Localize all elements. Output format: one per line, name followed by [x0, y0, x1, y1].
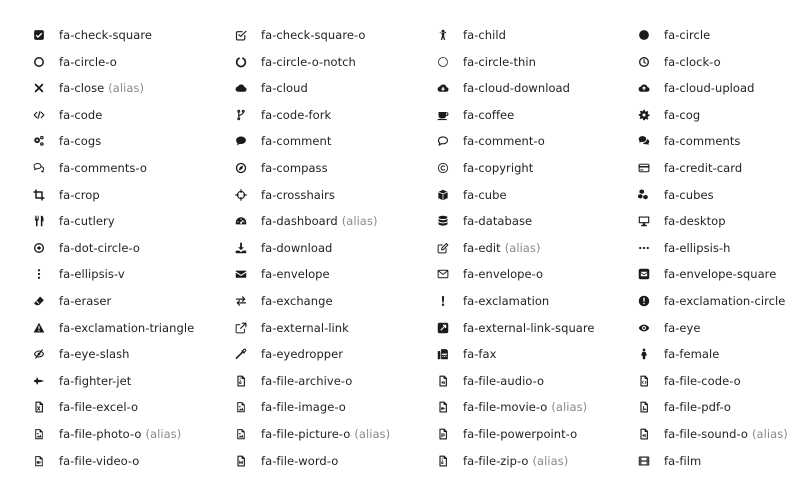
icon-name: fa-file-audio-o — [463, 373, 545, 388]
icon-item-cutlery[interactable] — [32, 211, 115, 231]
icon-item-dashboard[interactable] — [234, 211, 378, 231]
circle-o-icon — [32, 55, 46, 69]
icon-name: fa-female — [664, 347, 720, 362]
icon-name: fa-fax — [463, 347, 497, 362]
icon-item-copyright[interactable] — [436, 158, 533, 178]
desktop-icon — [637, 214, 651, 228]
dashboard-icon — [234, 214, 248, 228]
alias-tag: (alias) — [354, 427, 391, 441]
icon-name: fa-comment — [261, 134, 332, 149]
icon-item-exchange[interactable] — [234, 291, 333, 311]
eyedropper-icon — [234, 347, 248, 361]
close-icon — [32, 81, 46, 95]
icon-name: fa-exchange — [261, 294, 333, 308]
exclamation-circle-icon — [637, 294, 651, 308]
icon-name: fa-check-square — [59, 28, 152, 42]
icon-name: fa-circle-thin — [463, 54, 536, 69]
icon-name: fa-cloud-download — [463, 81, 570, 96]
file-code-o-icon — [637, 374, 651, 388]
icon-item-download[interactable] — [234, 238, 332, 258]
comments-o-icon — [32, 161, 46, 175]
clock-o-icon — [637, 55, 651, 69]
icon-name: fa-external-link-square — [463, 320, 595, 335]
icon-item-envelope-o[interactable] — [436, 264, 543, 284]
icon-item-file-movie-o[interactable] — [436, 397, 587, 417]
credit-card-icon — [637, 161, 651, 175]
envelope-square-icon — [637, 267, 651, 281]
icon-item-file-zip-o[interactable] — [436, 451, 568, 471]
alias-tag: (alias) — [341, 214, 378, 229]
icon-name: fa-eye — [664, 320, 701, 335]
database-icon — [436, 214, 450, 228]
download-icon — [234, 241, 248, 255]
exclamation-icon — [436, 294, 450, 308]
icon-item-eyedropper[interactable] — [234, 344, 343, 364]
icon-item-exclamation[interactable] — [436, 291, 549, 311]
icon-name: fa-copyright — [463, 161, 534, 175]
external-link-square-icon — [436, 321, 450, 335]
icon-item-envelope[interactable] — [234, 264, 330, 284]
icon-item-circle[interactable] — [637, 25, 710, 45]
circle-o-notch-icon — [234, 55, 248, 69]
file-zip-o-icon — [436, 454, 450, 468]
ellipsis-v-icon — [32, 267, 46, 281]
icon-item-coffee[interactable] — [436, 105, 514, 125]
icon-item-cloud-upload[interactable] — [637, 78, 754, 98]
icon-item-compass[interactable] — [234, 158, 328, 178]
icon-name: fa-file-pdf-o — [664, 400, 731, 415]
icon-name: fa-circle — [664, 28, 711, 42]
icon-name: fa-envelope-square — [664, 267, 777, 282]
file-archive-o-icon — [234, 374, 248, 388]
icon-item-external-link-square[interactable] — [436, 318, 595, 338]
copyright-icon — [436, 161, 450, 175]
icon-name: fa-cutlery — [59, 214, 115, 229]
alias-tag: (alias) — [504, 240, 541, 255]
eraser-icon — [32, 294, 46, 308]
icon-name: fa-file-photo-o — [59, 427, 142, 441]
coffee-icon — [436, 108, 450, 122]
icon-item-file-sound-o[interactable] — [637, 424, 788, 444]
icon-item-cog[interactable] — [637, 105, 700, 125]
file-photo-o-icon — [32, 427, 46, 441]
icon-name: fa-exclamation — [463, 294, 550, 308]
crosshairs-icon — [234, 188, 248, 202]
icon-name: fa-code — [59, 107, 103, 122]
icon-item-code[interactable] — [32, 105, 102, 125]
icon-name: fa-dot-circle-o — [59, 240, 140, 255]
file-sound-o-icon — [637, 427, 651, 441]
icon-item-circle-o-notch[interactable] — [234, 52, 356, 72]
icon-item-file-powerpoint-o[interactable] — [436, 424, 577, 444]
file-picture-o-icon — [234, 427, 248, 441]
icon-name: fa-comment-o — [463, 134, 545, 149]
icon-name: fa-cog — [664, 107, 701, 122]
alias-tag: (alias) — [532, 453, 569, 468]
icon-name: fa-cloud-upload — [664, 81, 755, 96]
icon-name: fa-crop — [59, 187, 100, 202]
comment-icon — [234, 134, 248, 148]
icon-item-cloud-download[interactable] — [436, 78, 570, 98]
icon-name: fa-envelope-o — [463, 267, 544, 282]
icon-item-external-link[interactable] — [234, 318, 349, 338]
exchange-icon — [234, 294, 248, 308]
icon-name: fa-file-excel-o — [59, 400, 139, 415]
icon-name: fa-cogs — [59, 134, 102, 149]
file-video-o-icon — [32, 454, 46, 468]
icon-name: fa-download — [261, 240, 333, 255]
icon-item-dot-circle-o[interactable] — [32, 238, 140, 258]
icon-item-fax[interactable] — [436, 344, 496, 364]
file-powerpoint-o-icon — [436, 427, 450, 441]
alias-tag: (alias) — [108, 81, 145, 96]
cutlery-icon — [32, 214, 46, 228]
icon-item-clock-o[interactable] — [637, 52, 721, 72]
icon-item-circle-o[interactable] — [32, 52, 117, 72]
icon-item-check-square-o[interactable] — [234, 25, 366, 45]
icon-name: fa-film — [664, 453, 702, 468]
icon-name: fa-file-sound-o — [664, 427, 748, 441]
icon-item-eye-slash[interactable] — [32, 344, 129, 364]
icon-name: fa-comments — [664, 134, 741, 149]
cubes-icon — [637, 188, 651, 202]
cloud-icon — [234, 81, 248, 95]
icon-item-check-square[interactable] — [32, 25, 152, 45]
icon-item-ellipsis-h[interactable] — [637, 238, 730, 258]
edit-icon — [436, 241, 450, 255]
dot-circle-o-icon — [32, 241, 46, 255]
alias-tag: (alias) — [751, 427, 788, 441]
fighter-jet-icon — [32, 374, 46, 388]
icon-name: fa-coffee — [463, 107, 515, 122]
icon-name: fa-child — [463, 28, 506, 42]
icon-name: fa-file-archive-o — [261, 373, 353, 388]
icon-name: fa-check-square-o — [261, 28, 366, 42]
icon-name: fa-crosshairs — [261, 187, 335, 202]
female-icon — [637, 347, 651, 361]
icon-name: fa-circle-o-notch — [261, 54, 356, 69]
eye-slash-icon — [32, 347, 46, 361]
file-movie-o-icon — [436, 400, 450, 414]
icon-item-file-archive-o[interactable] — [234, 371, 352, 391]
icon-name: fa-cube — [463, 187, 507, 202]
compass-icon — [234, 161, 248, 175]
icon-item-circle-thin[interactable] — [436, 52, 536, 72]
icon-name: fa-envelope — [261, 267, 330, 282]
icon-name: fa-file-word-o — [261, 453, 339, 468]
file-image-o-icon — [234, 400, 248, 414]
icon-name: fa-credit-card — [664, 161, 743, 175]
icon-name: fa-clock-o — [664, 54, 721, 69]
icon-name: fa-file-picture-o — [261, 427, 351, 441]
icon-item-edit[interactable] — [436, 238, 541, 258]
child-icon — [436, 28, 450, 42]
eye-icon — [637, 321, 651, 335]
icon-name: fa-exclamation-triangle — [59, 320, 195, 335]
icon-name: fa-circle-o — [59, 54, 117, 69]
icon-name: fa-database — [463, 214, 533, 229]
check-square-icon — [32, 28, 46, 42]
code-icon — [32, 108, 46, 122]
icon-item-exclamation-circle[interactable] — [637, 291, 785, 311]
icon-item-fighter-jet[interactable] — [32, 371, 131, 391]
fax-icon — [436, 347, 450, 361]
icon-item-eye[interactable] — [637, 318, 701, 338]
cog-icon — [637, 108, 651, 122]
icon-item-file-code-o[interactable] — [637, 371, 741, 391]
icon-name: fa-dashboard — [261, 214, 338, 229]
icon-item-file-image-o[interactable] — [234, 397, 346, 417]
icon-item-crop[interactable] — [32, 185, 100, 205]
icon-item-cubes[interactable] — [637, 185, 714, 205]
icon-item-close[interactable] — [32, 78, 144, 98]
icon-item-comment-o[interactable] — [436, 131, 545, 151]
icon-name: fa-eye-slash — [59, 347, 130, 362]
icon-name: fa-external-link — [261, 320, 349, 335]
icon-item-credit-card[interactable] — [637, 158, 742, 178]
circle-thin-icon — [436, 55, 450, 69]
icon-name: fa-compass — [261, 161, 328, 175]
envelope-o-icon — [436, 267, 450, 281]
code-fork-icon — [234, 108, 248, 122]
icon-item-child[interactable] — [436, 25, 506, 45]
icon-name: fa-comments-o — [59, 161, 147, 175]
cloud-upload-icon — [637, 81, 651, 95]
comments-icon — [637, 134, 651, 148]
icon-name: fa-cloud — [261, 81, 308, 96]
icon-name: fa-file-code-o — [664, 373, 741, 388]
alias-tag: (alias) — [551, 400, 588, 415]
icon-item-desktop[interactable] — [637, 211, 726, 231]
file-word-o-icon — [234, 454, 248, 468]
icon-name: fa-fighter-jet — [59, 373, 132, 388]
external-link-icon — [234, 321, 248, 335]
icon-item-female[interactable] — [637, 344, 719, 364]
icon-name: fa-code-fork — [261, 107, 332, 122]
crop-icon — [32, 188, 46, 202]
icon-item-comments[interactable] — [637, 131, 740, 151]
file-pdf-o-icon — [637, 400, 651, 414]
icon-item-code-fork[interactable] — [234, 105, 331, 125]
icon-item-ellipsis-v[interactable] — [32, 264, 125, 284]
icon-name: fa-eyedropper — [261, 347, 344, 362]
icon-item-exclamation-triangle[interactable] — [32, 318, 194, 338]
cube-icon — [436, 188, 450, 202]
alias-tag: (alias) — [145, 427, 182, 441]
icon-name: fa-file-powerpoint-o — [463, 427, 578, 441]
icon-name: fa-edit — [463, 240, 501, 255]
cloud-download-icon — [436, 81, 450, 95]
icon-name: fa-eraser — [59, 294, 112, 308]
icon-name: fa-file-image-o — [261, 400, 346, 415]
circle-icon — [637, 28, 651, 42]
file-excel-o-icon — [32, 400, 46, 414]
film-icon — [637, 454, 651, 468]
check-square-o-icon — [234, 28, 248, 42]
icon-item-file-pdf-o[interactable] — [637, 397, 731, 417]
icon-name: fa-file-movie-o — [463, 400, 548, 415]
icon-item-comments-o[interactable] — [32, 158, 147, 178]
icon-item-envelope-square[interactable] — [637, 264, 776, 284]
icon-name: fa-exclamation-circle — [664, 294, 786, 308]
icon-name: fa-ellipsis-v — [59, 267, 125, 282]
cogs-icon — [32, 134, 46, 148]
exclamation-triangle-icon — [32, 321, 46, 335]
icon-item-cloud[interactable] — [234, 78, 308, 98]
icon-item-film[interactable] — [637, 451, 701, 471]
icon-item-eraser[interactable] — [32, 291, 111, 311]
icon-item-file-word-o[interactable] — [234, 451, 338, 471]
icon-item-file-audio-o[interactable] — [436, 371, 544, 391]
icon-item-cogs[interactable] — [32, 131, 101, 151]
comment-o-icon — [436, 134, 450, 148]
icon-name: fa-desktop — [664, 214, 726, 229]
icon-name: fa-ellipsis-h — [664, 240, 731, 255]
icon-item-crosshairs[interactable] — [234, 185, 335, 205]
icon-item-file-photo-o[interactable] — [32, 424, 181, 444]
icon-name: fa-close — [59, 81, 105, 96]
icon-item-comment[interactable] — [234, 131, 331, 151]
icon-item-file-picture-o[interactable] — [234, 424, 390, 444]
icon-item-cube[interactable] — [436, 185, 507, 205]
ellipsis-h-icon — [637, 241, 651, 255]
icon-name: fa-file-video-o — [59, 453, 140, 468]
icon-name: fa-cubes — [664, 187, 714, 202]
file-audio-o-icon — [436, 374, 450, 388]
envelope-icon — [234, 267, 248, 281]
icon-item-file-video-o[interactable] — [32, 451, 139, 471]
icon-item-database[interactable] — [436, 211, 532, 231]
icon-name: fa-file-zip-o — [463, 453, 529, 468]
icon-item-file-excel-o[interactable] — [32, 397, 138, 417]
